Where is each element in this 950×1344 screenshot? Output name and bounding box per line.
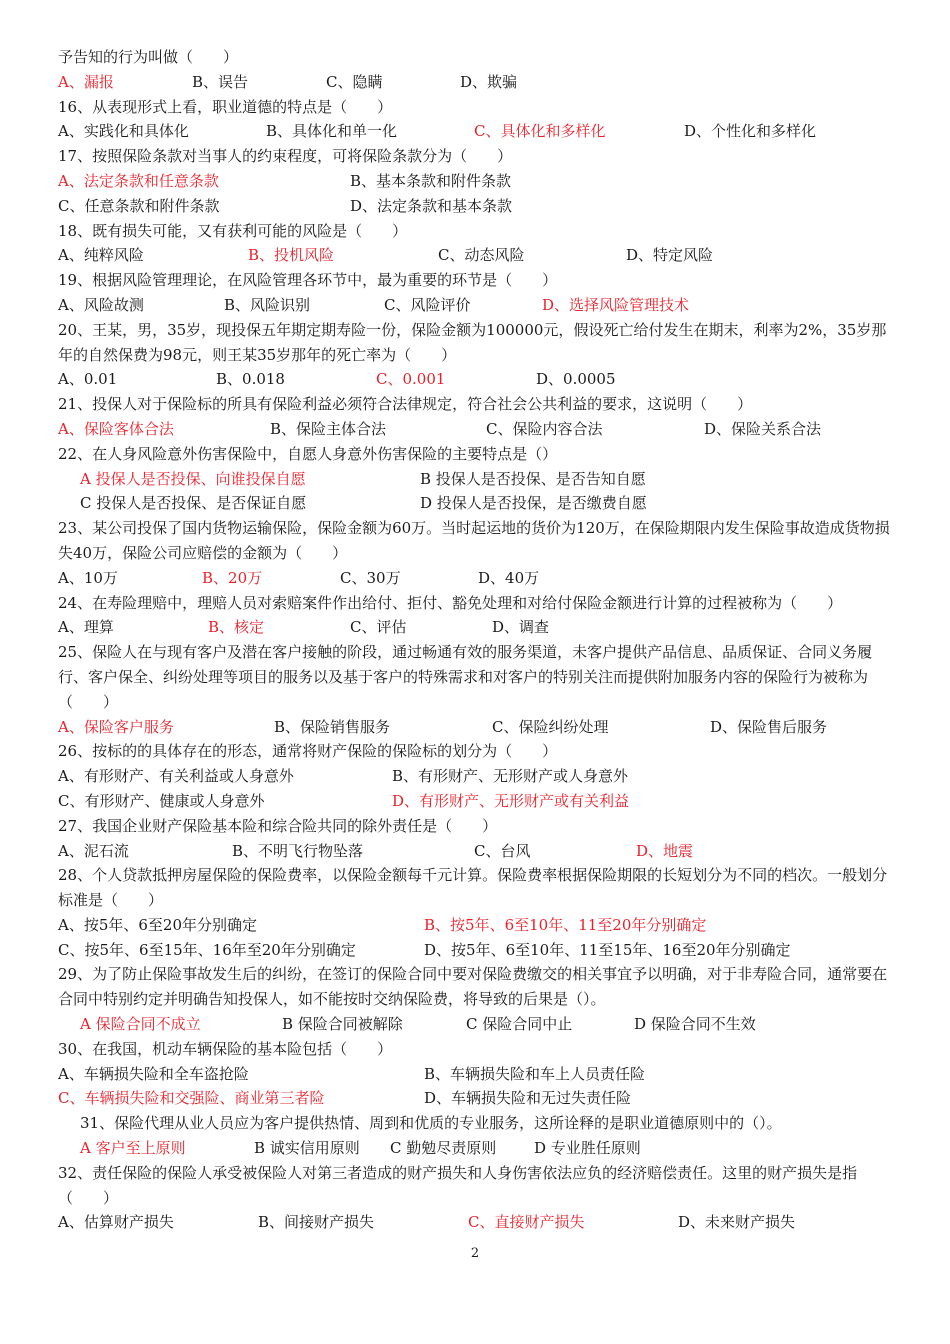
correct-answer-option: A、保险客体合法: [58, 419, 174, 438]
answer-option: C、按5年、6至15年、16年至20年分别确定: [58, 940, 356, 959]
answer-option: C、保险内容合法: [486, 419, 603, 438]
answer-options-row: [58, 417, 898, 442]
answer-options-row: [58, 839, 898, 864]
answer-option: B、保险主体合法: [270, 419, 387, 438]
question-text: 31、保险代理从业人员应为客户提供热情、周到和优质的专业服务，这所诠释的是职业道德原则中的（）。: [80, 1114, 782, 1133]
question-text: 28、个人贷款抵押房屋保险的保险费率，以保险金额每千元计算。保险费率根据保险期限的长短划分为不同的档次。一般划分标准是（ ）: [58, 866, 888, 910]
answer-option: A、车辆损失险和全车盗抢险: [58, 1064, 249, 1083]
correct-answer-option: A 投保人是否投保、向谁投保自愿: [80, 469, 306, 488]
answer-option: A、10万: [58, 568, 118, 587]
correct-answer-option: B、按5年、6至10年、11至20年分别确定: [424, 915, 707, 934]
question-text: 20、王某，男，35岁，现投保五年期定期寿险一份，保险金额为100000元，假设死亡给付发生在期末，利率为2%，35岁那年的自然保费为98元，则王某35岁那年的死亡率为（ ）: [58, 320, 887, 364]
answer-option: A、估算财产损失: [58, 1213, 174, 1232]
correct-answer-option: C、直接财产损失: [468, 1213, 585, 1232]
correct-answer-option: A、法定条款和任意条款: [58, 171, 219, 190]
answer-option: C、隐瞒: [326, 72, 383, 91]
answer-option: D、0.0005: [536, 370, 616, 389]
answer-option: C、风险评价: [384, 295, 471, 314]
answer-options-row: [58, 1136, 898, 1161]
answer-options-row: [58, 1012, 898, 1037]
answer-option: A、风险故测: [58, 295, 144, 314]
page-number: 2: [470, 1246, 480, 1261]
question-text: 32、责任保险的保险人承受被保险人对第三者造成的财产损失和人身伤害依法应负的经济赔偿责任。这里的财产损失是指（ ）: [58, 1163, 858, 1207]
answer-option: B 投保人是否投保、是否告知自愿: [420, 469, 646, 488]
answer-option: B 诚实信用原则: [254, 1139, 360, 1158]
correct-answer-option: A 客户至上原则: [80, 1139, 186, 1158]
question-text: 予告知的行为叫做（ ）: [58, 48, 239, 66]
answer-option: D、保险售后服务: [710, 717, 828, 736]
correct-answer-option: A 保险合同不成立: [80, 1015, 201, 1034]
question-text: 23、某公司投保了国内货物运输保险，保险金额为60万。当时起运地的货价为120万，在保险期限内发生保险事故造成货物损失40万，保险公司应赔偿的金额为（ ）: [58, 519, 890, 562]
question-text: 19、根据风险管理理论，在风险管理各环节中，最为重要的环节是（ ）: [58, 271, 558, 290]
question-text: 16、从表现形式上看，职业道德的特点是（ ）: [58, 97, 393, 116]
answer-option: D、40万: [478, 568, 540, 587]
answer-option: D 专业胜任原则: [534, 1139, 641, 1158]
answer-options-row: [58, 615, 898, 640]
answer-options-row: [58, 467, 898, 492]
answer-option: C 保险合同中止: [466, 1015, 573, 1034]
question-text: 17、按照保险条款对当事人的约束程度，可将保险条款分为（ ）: [58, 147, 513, 166]
question-text: 29、为了防止保险事故发生后的纠纷，在签订的保险合同中要对保险费缴交的相关事宜予以明确，对于非寿险合同，通常要在合同中特别约定并明确告知投保人，如不能按时交纳保险费，将导致的后果是（）。: [58, 965, 888, 1009]
answer-option: B、误告: [192, 72, 249, 91]
answer-option: B、基本条款和附件条款: [350, 171, 512, 190]
correct-answer-option: B、核定: [208, 618, 265, 637]
correct-answer-option: A、保险客户服务: [58, 717, 174, 736]
answer-option: C、30万: [340, 568, 401, 587]
correct-answer-option: B、投机风险: [248, 246, 335, 265]
question-text: 26、按标的的具体存在的形态，通常将财产保险的保险标的划分为（ ）: [58, 742, 558, 761]
answer-option: A、理算: [58, 618, 114, 637]
answer-option: A、纯粹风险: [58, 246, 144, 265]
answer-option: B、0.018: [216, 370, 285, 389]
answer-option: B、车辆损失险和车上人员责任险: [424, 1064, 646, 1083]
question-text: 22、在人身风险意外伤害保险中，自愿人身意外伤害保险的主要特点是（）: [58, 444, 558, 463]
correct-answer-option: A、漏报: [58, 72, 114, 91]
correct-answer-option: D、有形财产、无形财产或有关利益: [392, 791, 630, 810]
correct-answer-option: B、20万: [202, 568, 263, 587]
answer-options-row: [58, 119, 898, 144]
answer-option: B、具体化和单一化: [266, 122, 398, 141]
answer-option: B、风险识别: [224, 295, 311, 314]
answer-option: D、保险关系合法: [704, 419, 822, 438]
answer-options-row: [58, 764, 898, 789]
answer-options-row: [58, 169, 898, 194]
answer-option: D、特定风险: [626, 246, 714, 265]
answer-option: B、不明飞行物坠落: [232, 841, 364, 860]
answer-option: B、保险销售服务: [274, 717, 391, 736]
answer-options-row: [58, 566, 898, 591]
answer-options-row: [58, 194, 898, 219]
answer-option: C、有形财产、健康或人身意外: [58, 791, 265, 810]
answer-option: A、有形财产、有关利益或人身意外: [58, 767, 294, 786]
answer-options-row: [58, 1062, 898, 1087]
answer-option: A、0.01: [58, 370, 118, 389]
answer-options-row: [58, 789, 898, 814]
question-text: 18、既有损失可能，又有获利可能的风险是（ ）: [58, 221, 408, 240]
correct-answer-option: C、0.001: [376, 370, 446, 389]
answer-options-row: [58, 913, 898, 938]
answer-options-row: [58, 70, 898, 95]
answer-option: D 投保人是否投保，是否缴费自愿: [420, 494, 647, 513]
correct-answer-option: D、选择风险管理技术: [542, 295, 690, 314]
answer-option: C、评估: [350, 618, 407, 637]
answer-option: D 保险合同不生效: [634, 1015, 756, 1034]
answer-option: B、有形财产、无形财产或人身意外: [392, 767, 629, 786]
answer-option: C 勤勉尽责原则: [390, 1139, 497, 1158]
answer-options-row: [58, 243, 898, 268]
document-body: [58, 45, 898, 1235]
correct-answer-option: C、车辆损失险和交强险、商业第三者险: [58, 1089, 325, 1108]
answer-option: D、车辆损失险和无过失责任险: [424, 1089, 632, 1108]
answer-option: C、保险纠纷处理: [492, 717, 609, 736]
answer-option: B、间接财产损失: [258, 1213, 375, 1232]
question-text: 21、投保人对于保险标的所具有保险利益必须符合法律规定，符合社会公共利益的要求，这说明（ ）: [58, 395, 753, 414]
question-text: 30、在我国，机动车辆保险的基本险包括（ ）: [58, 1039, 393, 1058]
answer-option: A、按5年、6至20年分别确定: [58, 915, 258, 934]
question-text: 24、在寿险理赔中，理赔人员对索赔案件作出给付、拒付、豁免处理和对给付保险金额进行计算的过程被称为（ ）: [58, 593, 843, 612]
answer-options-row: [58, 1210, 898, 1235]
correct-answer-option: C、具体化和多样化: [474, 122, 606, 141]
answer-options-row: [58, 1086, 898, 1111]
answer-options-row: [58, 938, 898, 963]
answer-option: A、实践化和具体化: [58, 122, 189, 141]
answer-option: C 投保人是否投保、是否保证自愿: [80, 494, 307, 513]
answer-option: D、未来财产损失: [678, 1213, 796, 1232]
answer-options-row: [58, 715, 898, 740]
answer-options-row: [58, 491, 898, 516]
answer-options-row: [58, 367, 898, 392]
correct-answer-option: D、地震: [636, 841, 694, 860]
question-text: 27、我国企业财产保险基本险和综合险共同的除外责任是（ ）: [58, 816, 498, 835]
answer-option: C、动态风险: [438, 246, 525, 265]
answer-option: D、欺骗: [460, 72, 518, 91]
question-text: 25、保险人在与现有客户及潜在客户接触的阶段，通过畅通有效的服务渠道，未客户提供产品信息、品质保证、合同义务履行、客户保全、纠纷处理等项目的服务以及基于客户的特殊需求和对客户的特别关注而提供附加服务内容的保险行为被称为（ ）: [58, 643, 873, 711]
answer-option: A、泥石流: [58, 841, 129, 860]
answer-option: D、法定条款和基本条款: [350, 196, 513, 215]
answer-options-row: [58, 293, 898, 318]
answer-option: B 保险合同被解除: [282, 1015, 403, 1034]
answer-option: C、任意条款和附件条款: [58, 196, 220, 215]
answer-option: D、按5年、6至10年、11至15年、16至20年分别确定: [424, 940, 791, 959]
answer-option: C、台风: [474, 841, 531, 860]
answer-option: D、调查: [492, 618, 550, 637]
answer-option: D、个性化和多样化: [684, 122, 817, 141]
